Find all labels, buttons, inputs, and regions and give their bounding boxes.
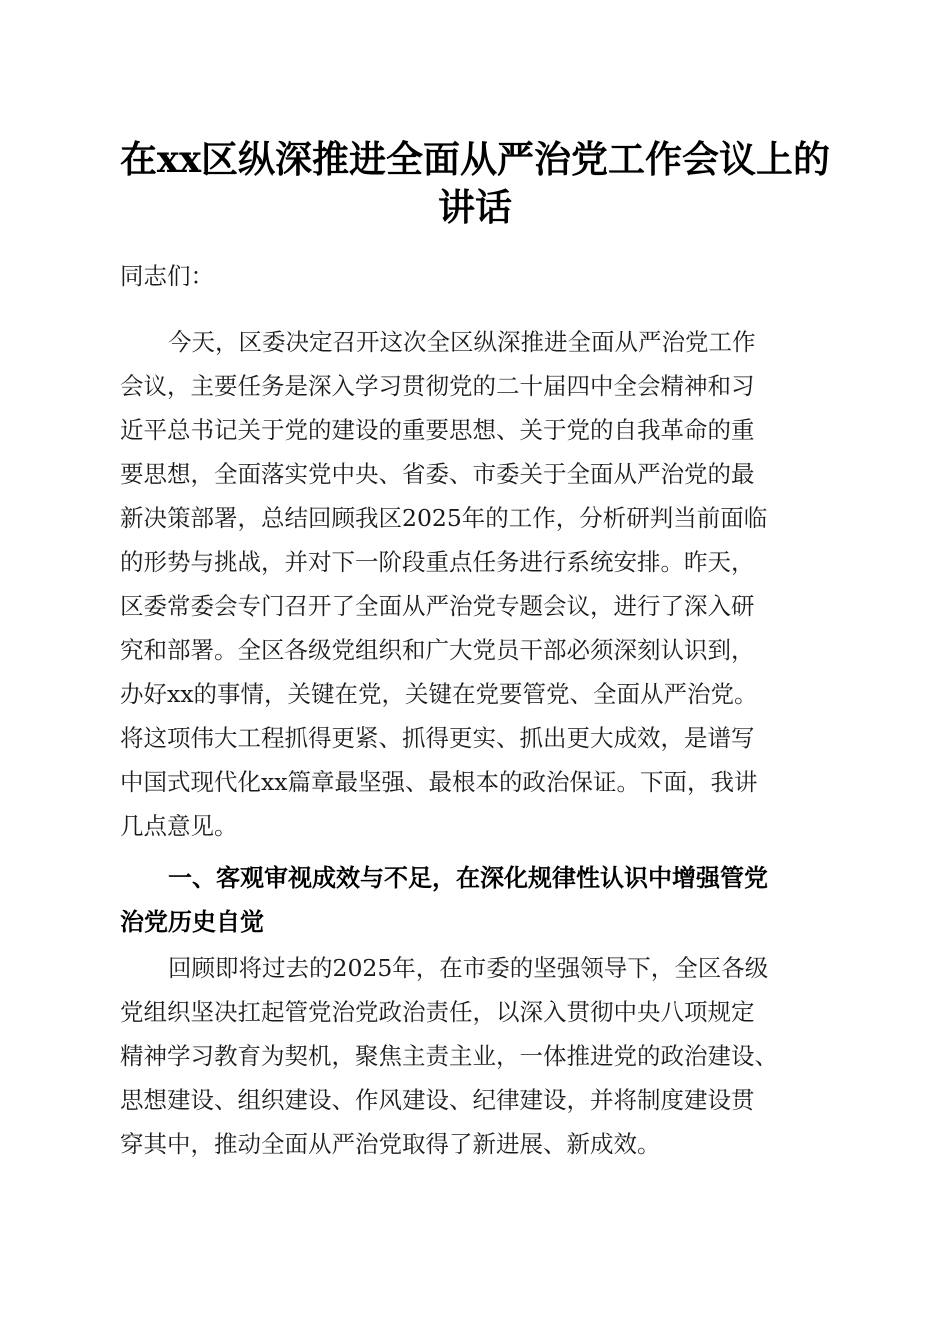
document-title-line-2: 讲话	[438, 185, 512, 229]
paragraph-line: 会议，主要任务是深入学习贯彻党的二十届四中全会精神和习	[120, 372, 755, 400]
paragraph-line: 党组织坚决扛起管党治党政治责任，以深入贯彻中央八项规定	[120, 998, 755, 1026]
paragraph-line: 究和部署。全区各级党组织和广大党员干部必须深刻认识到，	[120, 636, 755, 664]
paragraph-line: 穿其中，推动全面从严治党取得了新进展、新成效。	[120, 1130, 661, 1158]
paragraph-line: 回顾即将过去的2025年，在市委的坚强领导下，全区各级	[168, 954, 769, 982]
paragraph-line: 精神学习教育为契机，聚焦主责主业，一体推进党的政治建设、	[120, 1042, 778, 1070]
paragraph-line: 区委常委会专门召开了全面从严治党专题会议，进行了深入研	[120, 592, 755, 620]
paragraph-line: 新决策部署，总结回顾我区2025年的工作，分析研判当前面临	[120, 504, 768, 532]
paragraph-line: 近平总书记关于党的建设的重要思想、关于党的自我革命的重	[120, 416, 755, 444]
paragraph-line: 思想建设、组织建设、作风建设、纪律建设，并将制度建设贯	[120, 1086, 755, 1114]
section-heading-line: 治党历史自觉	[120, 908, 264, 936]
document-title-line-1: 在xx区纵深推进全面从严治党工作会议上的	[119, 137, 831, 181]
paragraph-line: 今天，区委决定召开这次全区纵深推进全面从严治党工作	[168, 328, 756, 356]
paragraph-line: 几点意见。	[120, 812, 238, 840]
paragraph-line: 的形势与挑战，并对下一阶段重点任务进行系统安排。昨天，	[120, 548, 755, 576]
paragraph-line: 要思想，全面落实党中央、省委、市委关于全面从严治党的最	[120, 460, 755, 488]
salutation: 同志们：	[120, 262, 214, 290]
paragraph-line: 办好xx的事情，关键在党，关键在党要管党、全面从严治党。	[120, 680, 758, 708]
section-heading-line: 一、客观审视成效与不足，在深化规律性认识中增强管党	[168, 864, 768, 892]
paragraph-line: 中国式现代化xx篇章最坚强、最根本的政治保证。下面，我讲	[120, 768, 758, 796]
paragraph-line: 将这项伟大工程抓得更紧、抓得更实、抓出更大成效，是谱写	[120, 724, 755, 752]
